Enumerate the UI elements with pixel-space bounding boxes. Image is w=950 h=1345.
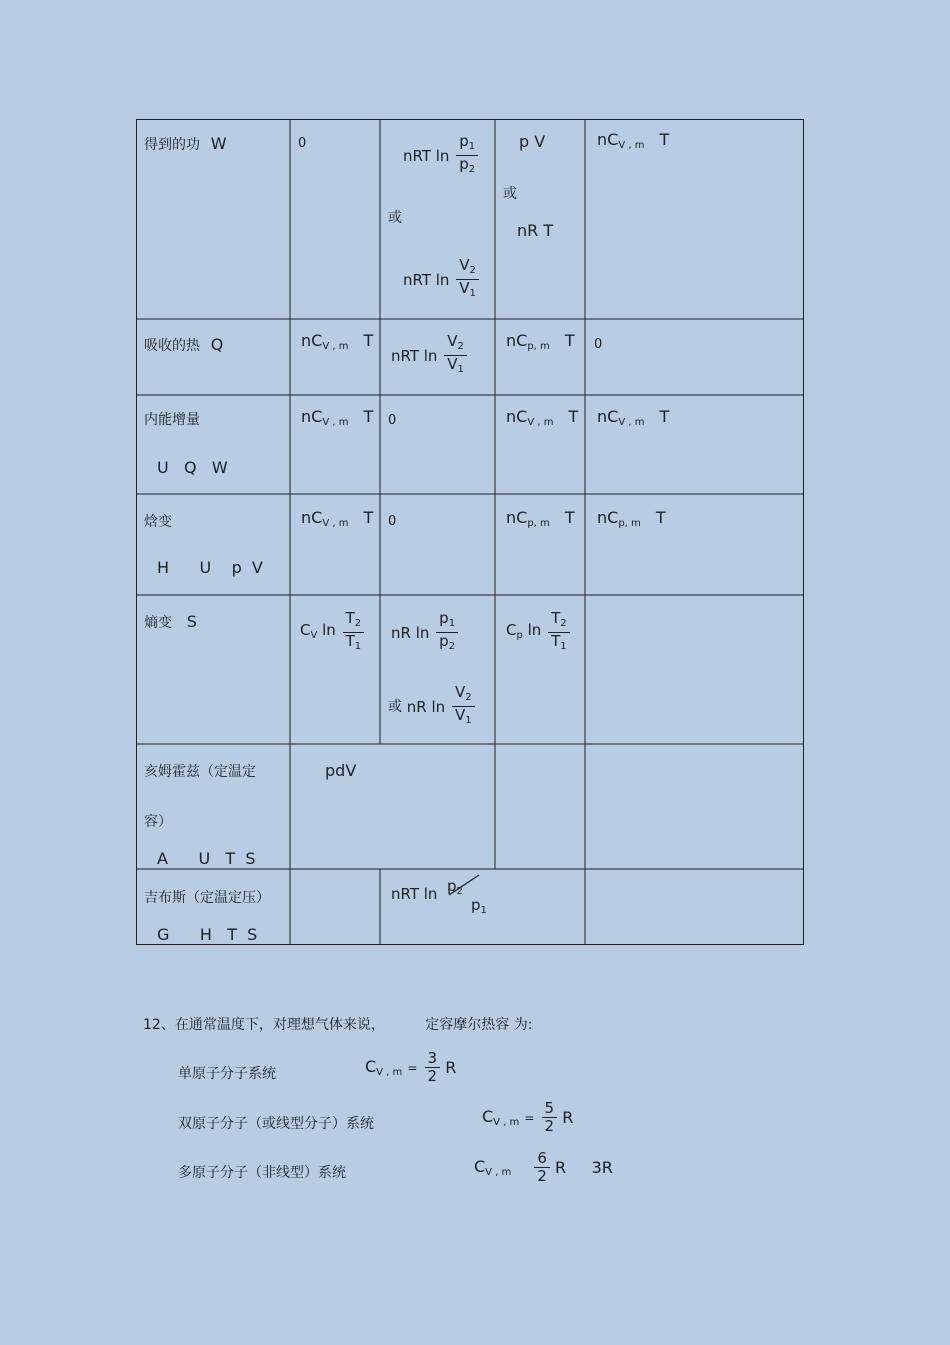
internal-adiabatic (597, 408, 669, 432)
work-iso-p-fraction (456, 133, 478, 178)
entropy-iso-p-fraction (436, 610, 458, 655)
heat-symbol: Q (210, 335, 224, 354)
cp-main: nC (506, 331, 528, 350)
entropy-symbol: S (186, 612, 197, 631)
cv-main: nC (301, 407, 323, 426)
frac-den-sub: 1 (560, 641, 567, 652)
frac-den: T (551, 632, 561, 650)
cp-prefix: C (506, 620, 517, 639)
formula-tail: R (562, 1108, 574, 1127)
entropy-isothermal-v (388, 684, 475, 729)
work-symbol: W (210, 134, 227, 153)
cv-tail: T (659, 130, 670, 149)
row-work-label (144, 135, 227, 154)
cv-tail: T (363, 508, 374, 527)
frac-den: V (447, 355, 458, 373)
frac-num: p (459, 132, 469, 150)
cv-sub: V , m (322, 417, 349, 428)
frac-num: 3 (425, 1050, 441, 1068)
heat-isochoric (301, 332, 373, 356)
formula-tail: R 3R (555, 1158, 613, 1177)
frac-num-sub: 2 (354, 618, 362, 629)
gibbs-prefix: nRT ln (391, 885, 438, 903)
entropy-isochoric-fraction (343, 610, 365, 655)
work-isochoric: 0 (298, 136, 307, 151)
cvm-lhs: C (365, 1057, 377, 1076)
row-enthalpy-label: 焓变 (144, 514, 172, 530)
cp-sub: p, m (618, 518, 641, 529)
internal-isochoric (301, 408, 373, 432)
item-polyatomic-formula (474, 1150, 613, 1185)
work-iso-v-fraction (456, 257, 479, 302)
entropy-isobaric (506, 610, 570, 655)
frac-num: T (551, 609, 561, 627)
frac-num: V (459, 256, 470, 274)
cv-prefix-sub: V (310, 629, 318, 641)
entropy-or-text: 或 (388, 698, 402, 715)
work-isobaric-or: 或 (503, 186, 517, 202)
ln-text: ln (322, 620, 336, 639)
heat-iso-prefix: nRT ln (391, 346, 438, 365)
heat-isobaric (506, 332, 575, 356)
heat-isothermal (391, 333, 467, 378)
entropy-iso-v-prefix: nR ln (406, 697, 446, 716)
equals-sign: = (407, 1061, 418, 1075)
cv-sub: V , m (618, 140, 645, 151)
cv-main: nC (597, 407, 619, 426)
frac-den: 2 (537, 1167, 547, 1185)
cv-main: nC (301, 331, 323, 350)
frac-den-sub: 2 (468, 164, 476, 175)
entropy-isochoric (300, 610, 364, 655)
work-isobaric-a: p V (519, 132, 546, 151)
frac-den-sub: 1 (480, 905, 487, 916)
gibbs-isothermal (391, 877, 487, 916)
cv-sub: V , m (322, 341, 349, 352)
gibbs-den (471, 896, 487, 920)
helmholtz-value: pdV (325, 761, 357, 780)
cvm-lhs: C (482, 1107, 494, 1126)
frac-num: T (345, 609, 355, 627)
enthalpy-isochoric (301, 509, 373, 533)
item-monatomic-label: 单原子分子系统 (178, 1066, 276, 1082)
frac-num-sub: 1 (448, 618, 456, 629)
cp-main: nC (506, 508, 528, 527)
frac-den-sub: 1 (354, 641, 362, 652)
row-helmholtz-label-b: 容） (144, 814, 172, 830)
cv-main: nC (506, 407, 528, 426)
row-heat-label (144, 336, 223, 355)
work-iso-p-prefix: nRT ln (403, 146, 450, 165)
frac-num-sub: 2 (469, 265, 476, 276)
cv-sub: V , m (618, 417, 645, 428)
cv-tail: T (568, 407, 579, 426)
cp-sub: p, m (527, 341, 550, 352)
section-12-heading-b: 定容摩尔热容 为: (425, 1017, 533, 1033)
frac-num-sub: 2 (456, 886, 463, 897)
work-or-text: 或 (388, 210, 402, 226)
frac-den: V (454, 706, 466, 724)
cv-sub: V , m (322, 518, 349, 529)
enthalpy-adiabatic (597, 509, 666, 533)
frac-num: 6 (534, 1150, 550, 1168)
gibbs-formula: G H T S (157, 925, 258, 944)
frac-den-sub: 1 (457, 364, 464, 375)
cp-main: nC (597, 508, 619, 527)
heat-label-text: 吸收的热 (144, 338, 200, 354)
monatomic-fraction (425, 1050, 441, 1085)
frac-den: 2 (427, 1067, 438, 1085)
helmholtz-formula: A U T S (157, 849, 256, 868)
gibbs-num (447, 877, 463, 901)
work-label-text: 得到的功 (144, 137, 200, 153)
frac-den: p (439, 632, 449, 650)
row-gibbs-label: 吉布斯（定温定压） (144, 890, 270, 906)
frac-den: p (459, 155, 469, 173)
item-polyatomic-label: 多原子分子（非线型）系统 (178, 1165, 346, 1181)
frac-den: p (471, 896, 481, 914)
section-12-heading-a: 12、在通常温度下，对理想气体来说， (143, 1017, 385, 1033)
cp-tail: T (564, 508, 575, 527)
entropy-isobaric-fraction (548, 610, 570, 655)
frac-num-sub: 2 (457, 341, 464, 352)
item-diatomic-formula (482, 1100, 573, 1135)
work-isothermal-v (403, 257, 479, 302)
cv-sub: V , m (527, 417, 554, 428)
entropy-isothermal-p (391, 610, 458, 655)
frac-num: p (447, 877, 457, 895)
section-12-heading (143, 1014, 532, 1034)
cp-prefix-sub: p (516, 629, 523, 641)
heat-iso-fraction (444, 333, 467, 378)
cv-tail: T (363, 331, 374, 350)
frac-den: V (459, 279, 470, 297)
entropy-iso-p-prefix: nR ln (391, 623, 430, 642)
cvm-lhs-sub: V , m (376, 1067, 403, 1078)
work-isothermal-p (403, 133, 478, 178)
enthalpy-formula: H U p V (157, 558, 263, 577)
frac-den: T (345, 632, 355, 650)
thermo-table (136, 119, 804, 945)
entropy-iso-v-fraction (452, 684, 475, 729)
cv-tail: T (363, 407, 374, 426)
cv-prefix: C (300, 620, 311, 639)
cp-tail: T (564, 331, 575, 350)
internal-isobaric (506, 408, 578, 432)
table-grid-lines (136, 119, 804, 945)
work-iso-v-prefix: nRT ln (403, 270, 450, 289)
row-internal-label: 内能增量 (144, 412, 200, 428)
work-adiabatic (597, 131, 669, 155)
row-helmholtz-label-a: 亥姆霍兹（定温定 (144, 764, 256, 780)
frac-den-sub: 1 (465, 715, 472, 726)
polyatomic-fraction (534, 1150, 550, 1185)
frac-num-sub: 1 (468, 141, 476, 152)
frac-num-sub: 2 (465, 692, 472, 703)
internal-isothermal: 0 (388, 413, 397, 428)
ln-text: ln (527, 620, 542, 639)
cp-tail: T (655, 508, 666, 527)
frac-num: V (447, 332, 458, 350)
frac-den-sub: 2 (448, 641, 456, 652)
cv-tail: T (659, 407, 670, 426)
cvm-lhs: C (474, 1157, 486, 1176)
formula-tail: R (445, 1058, 457, 1077)
work-isobaric-b: nR T (517, 221, 554, 240)
cvm-lhs-sub: V , m (493, 1117, 520, 1128)
frac-den: 2 (544, 1117, 555, 1135)
enthalpy-isobaric (506, 509, 575, 533)
enthalpy-isothermal: 0 (388, 514, 397, 529)
frac-num: p (439, 609, 449, 627)
heat-adiabatic: 0 (594, 337, 603, 352)
item-diatomic-label: 双原子分子（或线型分子）系统 (178, 1116, 374, 1132)
internal-formula: U Q W (157, 458, 228, 477)
frac-num: 5 (542, 1100, 558, 1118)
row-entropy-label (144, 613, 197, 632)
frac-num-sub: 2 (560, 618, 567, 629)
cp-sub: p, m (527, 518, 550, 529)
item-monatomic-formula (365, 1050, 456, 1085)
equals-sign: = (524, 1111, 535, 1125)
cv-main: nC (597, 130, 619, 149)
entropy-label-text: 熵变 (144, 615, 172, 631)
cvm-lhs-sub: V , m (485, 1167, 512, 1178)
frac-den-sub: 1 (469, 288, 476, 299)
diatomic-fraction (542, 1100, 558, 1135)
cv-main: nC (301, 508, 323, 527)
frac-num: V (454, 683, 466, 701)
